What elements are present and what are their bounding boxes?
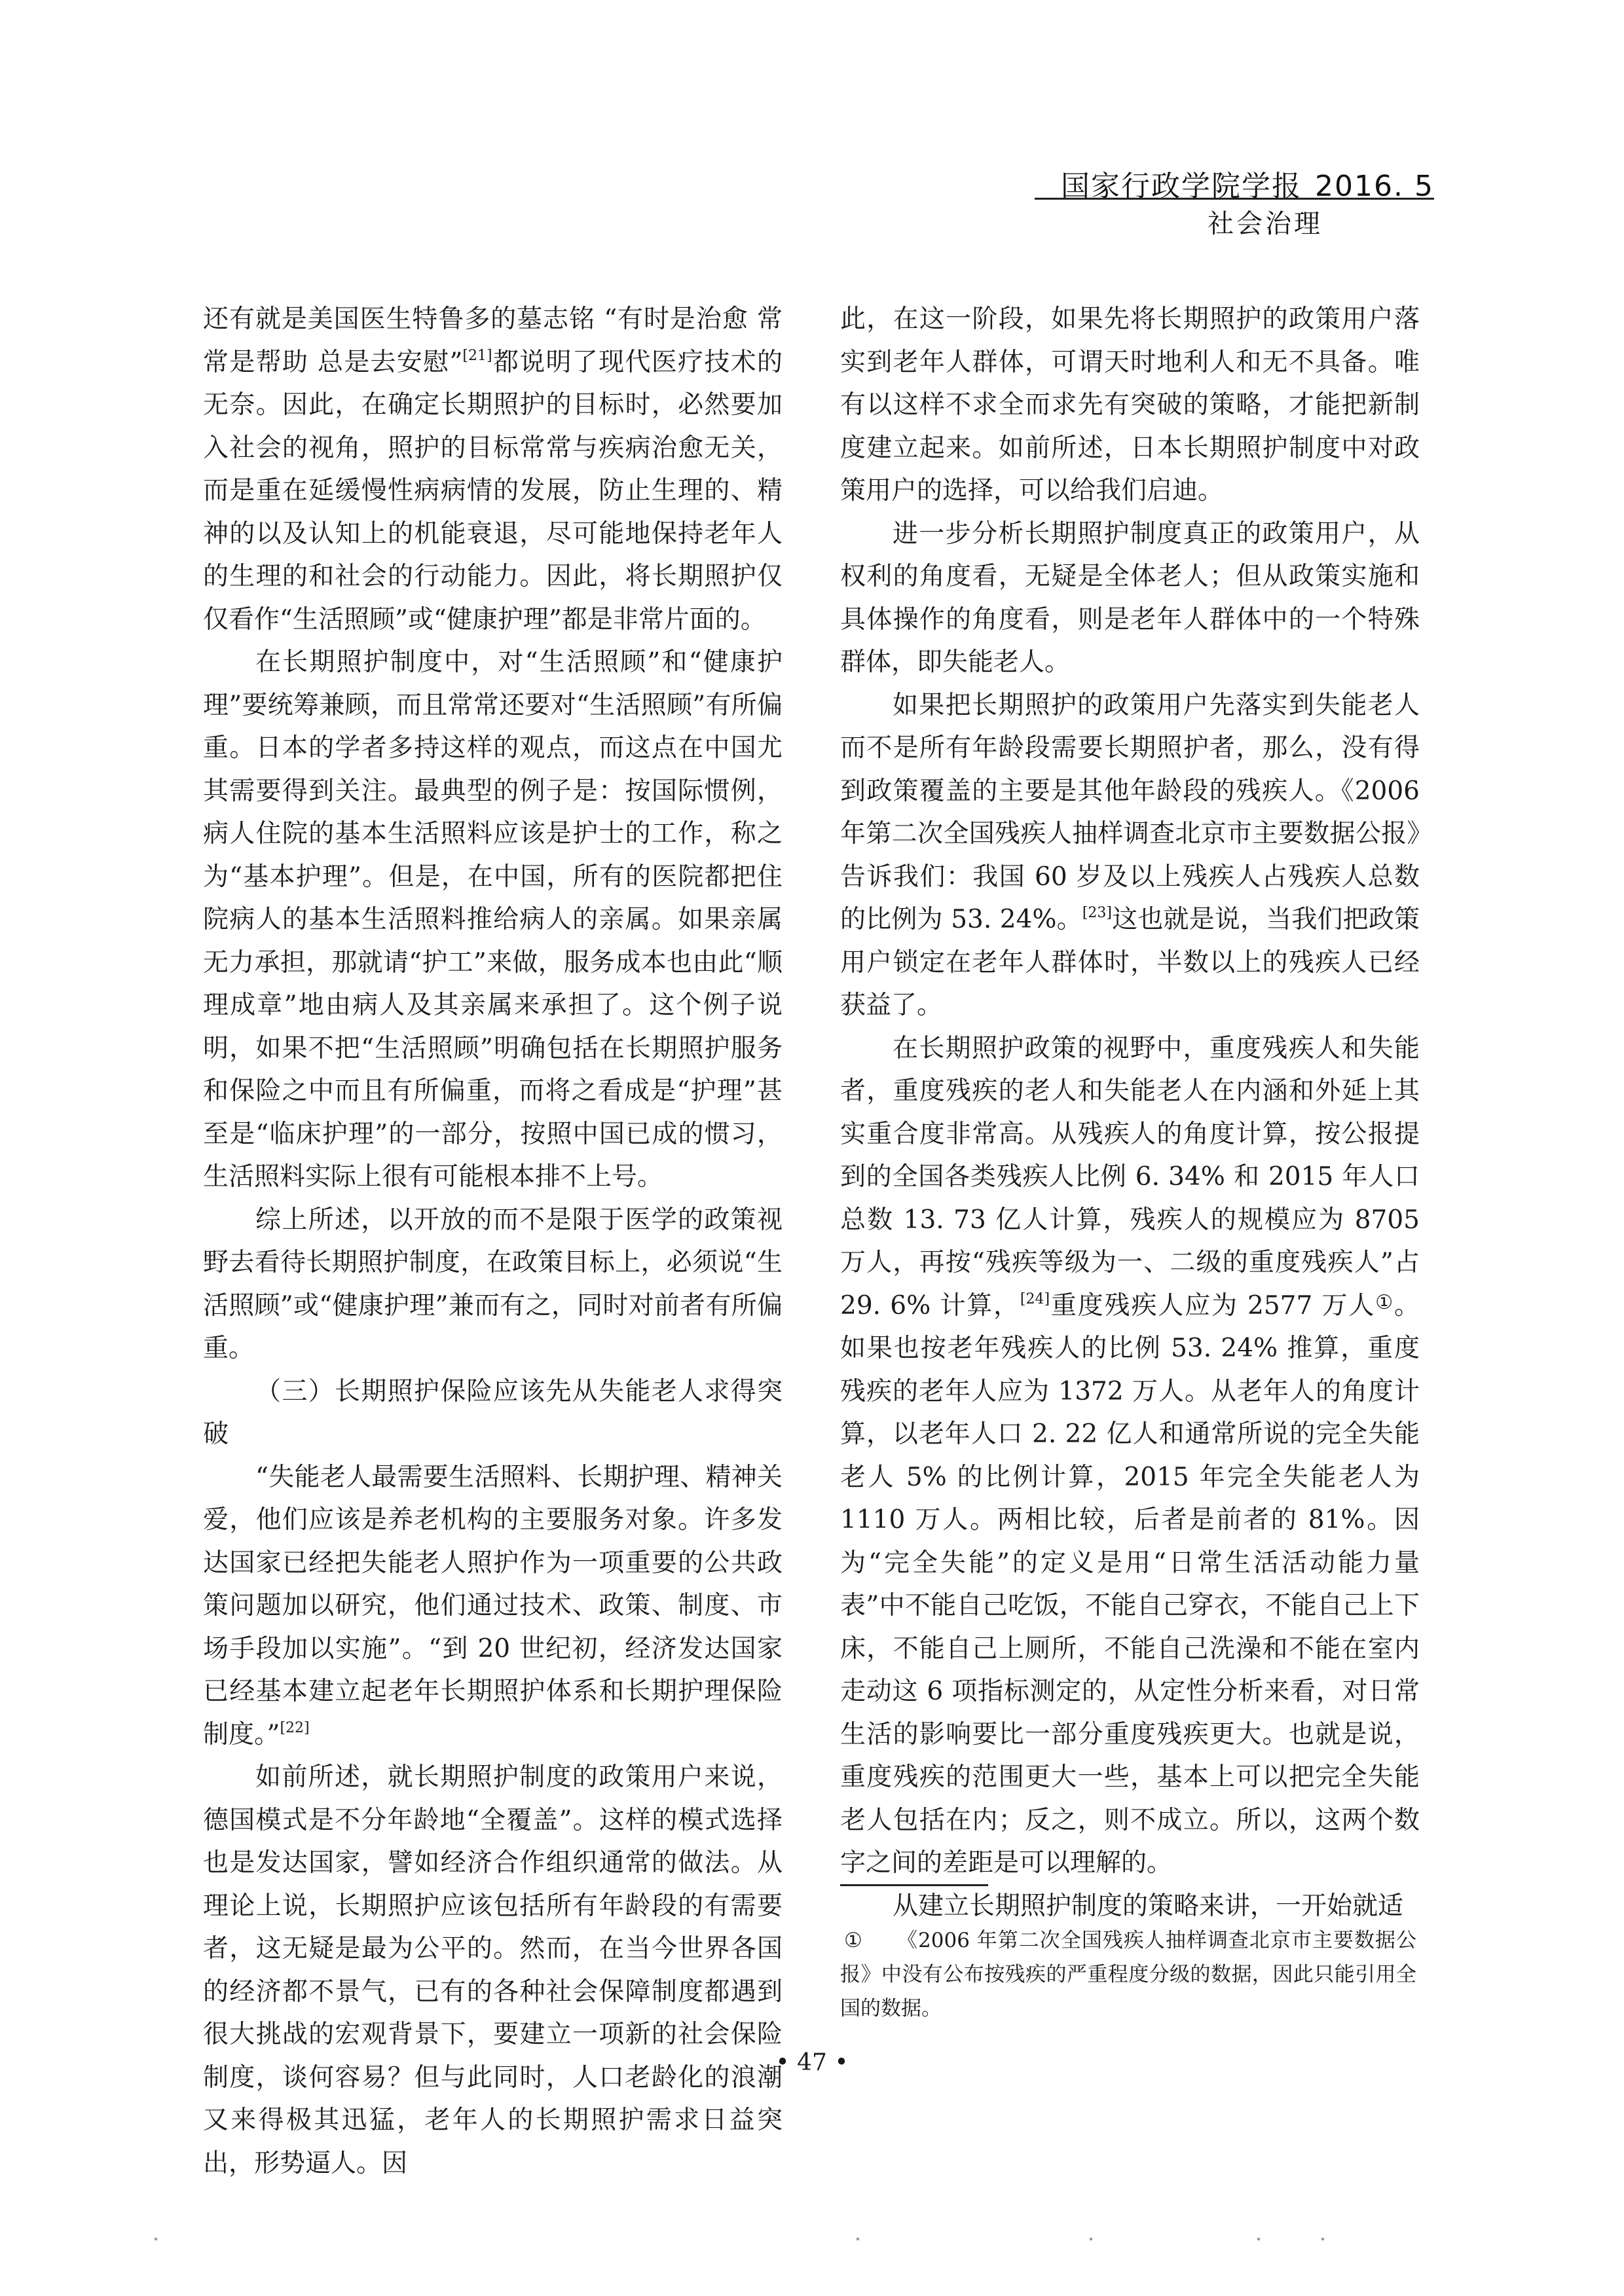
footnote-mark: ① [844, 1929, 862, 1952]
scan-speck [857, 2238, 859, 2240]
citation-ref: [21] [462, 347, 492, 364]
scan-speck [1090, 2238, 1092, 2240]
header-rule [1035, 198, 1434, 200]
citation-ref: [23] [1082, 905, 1112, 921]
paragraph: （三）长期照护保险应该先从失能老人求得突破 [203, 1376, 783, 1449]
paragraph: 如前所述，就长期照护制度的政策用户来说，德国模式是不分年龄地“全覆盖”。这样的模式选择也是发达国家，譬如经济合作组织通常的做法。从理论上说，长期照护应该包括所有年龄段的有需要者，这无疑是最为公平的。然而，在当今世界各国的经济都不景气，已有的各种社会保障制度都遇到很大挑战的宏观背景下，要建立一项新的社会保险制度，谈何容易？但与此同时，人口老龄化的浪潮又来得极其迅猛，老年人的长期照护需求日益突出，形势逼人。因 [203, 1762, 783, 2178]
journal-issue: 2016. 5 [1315, 170, 1434, 203]
paragraph: 在长期照护政策的视野中，重度残疾人和失能者，重度残疾的老人和失能老人在内涵和外延上其实重合度非常高。从残疾人的角度计算，按公报提到的全国各类残疾人比例 6. 34% 和 2015 年人口总数 13. 73 亿人计算，残疾人的规模应为 8705 万人，再按“残疾等级为一、二级的重度残疾人”占 29. 6% 计算，[24]重度残疾人应为 2577 万人①。如果也按老年残疾人的比例 53. 24% 推算，重度残疾的老年人应为 1372 万人。从老年人的角度计算，以老年人口 2. 22 亿人和通常所说的完全失能老人 5% 的比例计算，2015 年完全失能老人为 1110 万人。两相比较，后者是前者的 81%。因为“完全失能”的定义是用“日常生活活动能力量表”中不能自己吃饭，不能自己穿衣，不能自己上下床，不能自己上厕所，不能自己洗澡和不能在室内走动这 6 项指标测定的，从定性分析来看，对日常生活的影响要比一部分重度残疾更大。也就是说，重度残疾的范围更大一些，基本上可以把完全失能老人包括在内；反之，则不成立。所以，这两个数字之间的差距是可以理解的。 [840, 1033, 1420, 1878]
footnote-ref: ① [1375, 1290, 1394, 1314]
page-number: • 47 • [775, 2049, 849, 2076]
citation-ref: [22] [280, 1719, 310, 1736]
paragraph: 如果把长期照护的政策用户先落实到失能老人而不是所有年龄段需要长期照护者，那么，没有得到政策覆盖的主要是其他年龄段的残疾人。《2006 年第二次全国残疾人抽样调查北京市主要数据公报》告诉我们：我国 60 岁及以上残疾人占残疾人总数的比例为 53. 24%。[23]这也就是说，当我们把政策用户锁定在老年人群体时，半数以上的残疾人已经获益了。 [840, 690, 1420, 1020]
paragraph: 在长期照护制度中，对“生活照顾”和“健康护理”要统筹兼顾，而且常常还要对“生活照顾”有所偏重。日本的学者多持这样的观点，而这点在中国尤其需要得到关注。最典型的例子是：按国际惯例，病人住院的基本生活照料应该是护士的工作，称之为“基本护理”。但是，在中国，所有的医院都把住院病人的基本生活照料推给病人的亲属。如果亲属无力承担，那就请“护工”来做，服务成本也由此“顺理成章”地由病人及其亲属来承担了。这个例子说明，如果不把“生活照顾”明确包括在长期照护服务和保险之中而且有所偏重，而将之看成是“护理”甚至是“临床护理”的一部分，按照中国已成的惯习，生活照料实际上很有可能根本排不上号。 [203, 647, 783, 1192]
journal-name: 国家行政学院学报 [1061, 170, 1302, 203]
right-column [840, 298, 1420, 1927]
scan-speck [1321, 2238, 1324, 2240]
paragraph: 进一步分析长期照护制度真正的政策用户，从权利的角度看，无疑是全体老人；但从政策实施和具体操作的角度看，则是老年人群体中的一个特殊群体，即失能老人。 [840, 519, 1420, 677]
paragraph: 综上所述，以开放的而不是限于医学的政策视野去看待长期照护制度，在政策目标上，必须说“生活照顾”或“健康护理”兼而有之，同时对前者有所偏重。 [203, 1205, 783, 1363]
paragraph: 从建立长期照护制度的策略来讲，一开始就适 [893, 1891, 1404, 1921]
scan-speck [155, 2238, 157, 2240]
paragraph: 还有就是美国医生特鲁多的墓志铭 “有时是治愈 常常是帮助 总是去安慰”[21]都说明了现代医疗技术的无奈。因此，在确定长期照护的目标时，必然要加入社会的视角，照护的目标常常与疾病治愈无关，而是重在延缓慢性病病情的发展，防止生理的、精神的以及认知上的机能衰退，尽可能地保持老年人的生理的和社会的行动能力。因此，将长期照护仅仅看作“生活照顾”或“健康护理”都是非常片面的。 [203, 304, 783, 634]
left-column [203, 298, 783, 2185]
section-title: 社会治理 [1208, 209, 1323, 239]
citation-ref: [24] [1020, 1290, 1050, 1307]
paragraph: 此，在这一阶段，如果先将长期照护的政策用户落实到老年人群体，可谓天时地利人和无不具备。唯有以这样不求全而求先有突破的策略，才能把新制度建立起来。如前所述，日本长期照护制度中对政策用户的选择，可以给我们启迪。 [840, 304, 1420, 505]
footnote-text: 《2006 年第二次全国残疾人抽样调查北京市主要数据公报》中没有公布按残疾的严重程度分级的数据，因此只能引用全国的数据。 [840, 1929, 1416, 2020]
footnote-rule [840, 1884, 988, 1886]
scan-speck [1257, 2238, 1260, 2240]
paragraph: “失能老人最需要生活照料、长期护理、精神关爱，他们应该是养老机构的主要服务对象。许多发达国家已经把失能老人照护作为一项重要的公共政策问题加以研究，他们通过技术、政策、制度、市场手段加以实施”。“到 20 世纪初，经济发达国家已经基本建立起老年长期照护体系和长期护理保险制度。”[22] [203, 1462, 783, 1749]
footnote [840, 1923, 1416, 2026]
